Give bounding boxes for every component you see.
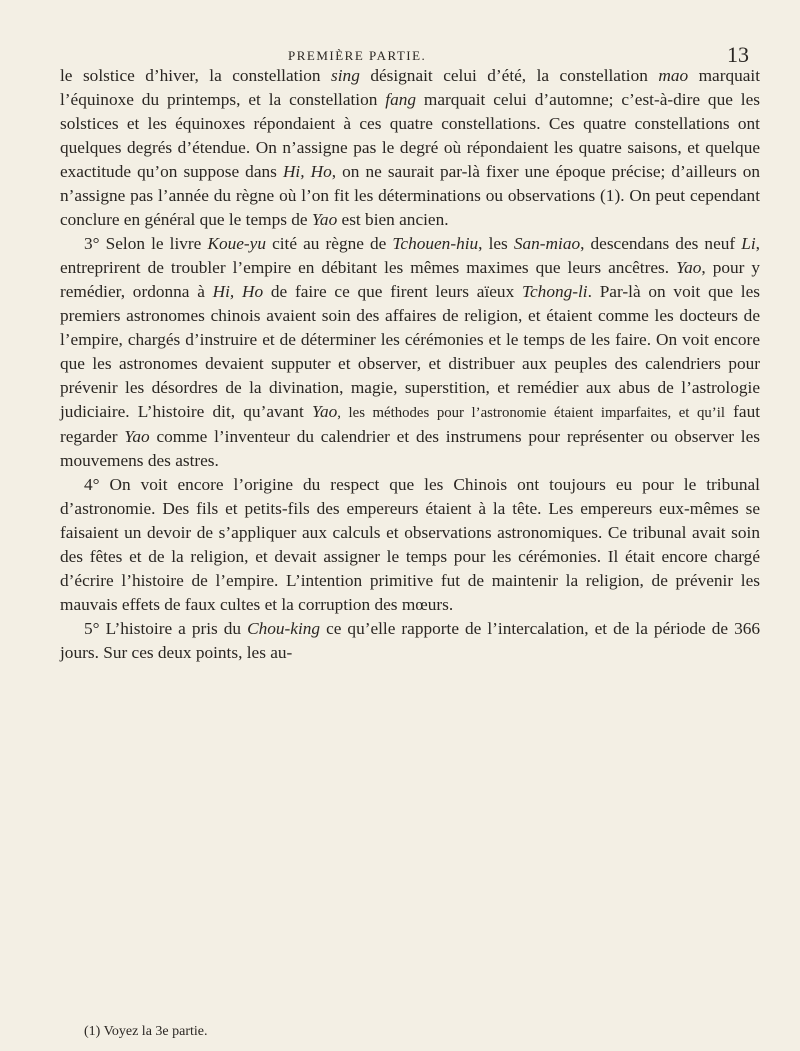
italic-term: San-miao <box>513 234 581 253</box>
text-run: , entreprirent de troubler l’empire en débitant les mêmes maximes que leurs ancêtres. <box>60 234 760 277</box>
italic-term: sing <box>331 66 360 85</box>
italic-term: Yao <box>311 210 338 229</box>
text-run: , descendans des neuf <box>580 234 742 253</box>
italic-term: Chou-king <box>247 619 321 638</box>
text-run: marquait l’équinoxe du printemps, et la constellation <box>60 66 761 109</box>
text-run: ce qu’elle rapporte de l’intercalation, et de la période de 366 jours. Sur ces deux points, les au- <box>60 619 760 662</box>
text-run: , les <box>478 234 514 253</box>
paragraph-2 <box>60 232 760 473</box>
text-run: de faire ce que firent leurs aïeux <box>263 282 522 301</box>
italic-term: fang <box>385 90 417 109</box>
small-type-text: , les méthodes pour l’astronomie étaient imparfaites, et qu’il <box>337 405 725 421</box>
page-header <box>0 30 800 67</box>
text-run: . Par-là on voit que les premiers astronomes chinois avaient soin des affaires de religion, et étaient comme les docteurs de l’empire, chargés d’instruire et de déterminer les cérémonies et le temps de les faire. On voit encore que les astronomes devaient supputer et observer, et distribuer aux peuples des calendriers pour prévenir les désordres de la divination, magie, superstition, et remédier aux abus de l’astrologie judiciaire. L’histoire dit, qu’avant <box>60 282 760 421</box>
italic-term: Li <box>741 234 756 253</box>
text-run: , on ne saurait par-là fixer une époque précise; d’ailleurs on n’assigne pas l’année du règne où l’on fit les déterminations ou observations (1). On peut cependant conclure en général que le temps de <box>60 162 761 229</box>
text-run: désignait celui d’été, la constellation <box>359 66 659 85</box>
italic-term: Hi, Ho <box>212 282 264 301</box>
text-run: marquait celui d’automne; c’est-à-dire que les solstices et les équinoxes répondaient à ces quatre constellations. Ces quatre constellations ont quelques degrés d’étendue. On n’assigne pas le degré où répondaient les quatre saisons, et quelque exactitude qu’on suppose dans <box>60 90 760 181</box>
text-run: cité au règne de <box>265 234 393 253</box>
page-number: 13 <box>727 42 749 67</box>
paragraph-3 <box>60 473 760 617</box>
italic-term: Koue-yu <box>207 234 266 253</box>
text-run: , pour y remédier, ordonna à <box>60 258 760 301</box>
footnote: (1) Voyez la 3e partie. <box>84 1024 208 1039</box>
running-title: PREMIÈRE PARTIE. <box>288 48 427 63</box>
italic-term: Hi, Ho <box>282 162 332 181</box>
paragraph-1 <box>60 64 760 232</box>
italic-term: mao <box>658 66 689 85</box>
text-run: est bien ancien. <box>337 210 449 229</box>
body-text <box>60 64 760 665</box>
text-run: 5° L’histoire a pris du <box>84 619 248 638</box>
text-run: faut regarder <box>60 402 761 446</box>
text-run: comme l’inventeur du calendrier et des instrumens pour représenter ou observer les mouvemens des astres. <box>60 427 760 470</box>
italic-term: Yao <box>676 258 702 277</box>
text-run: 4° On voit encore l’origine du respect que les Chinois ont toujours eu pour le tribunal d’astronomie. Des fils et petits-fils des empereurs étaient à la tête. Les empereurs eux-mêmes se faisaient un devoir de s’appliquer aux calculs et observations astronomiques. Ce tribunal avait soin des fêtes et de la religion, et devait assigner le temps pour les cérémonies. Il était encore chargé d’écrire l’histoire de l’empire. L’intention primitive fut de maintenir la religion, de prévenir les mauvais effets de faux cultes et la corruption des mœurs. <box>60 475 760 614</box>
italic-term: Yao <box>311 402 338 421</box>
italic-term: Tchouen-hiu <box>392 234 479 253</box>
paragraph-4 <box>60 617 760 665</box>
italic-term: Yao <box>124 427 150 446</box>
text-run: le solstice d’hiver, la constellation <box>60 66 332 85</box>
italic-term: Tchong-li <box>521 282 588 301</box>
text-run: 3° Selon le livre <box>84 234 208 253</box>
